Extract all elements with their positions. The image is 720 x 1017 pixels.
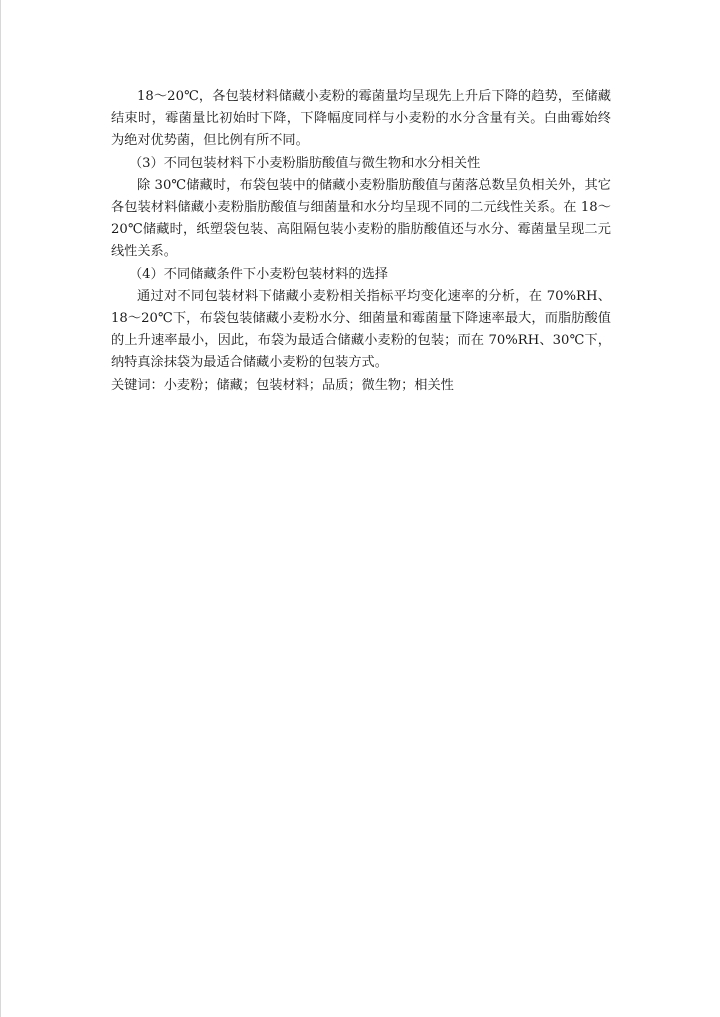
page-left-edge <box>0 0 1 1017</box>
section-heading-3: （3）不同包装材料下小麦粉脂肪酸值与微生物和水分相关性 <box>129 155 481 171</box>
paragraph-packaging-selection: 通过对不同包装材料下储藏小麦粉相关指标平均变化速率的分析，在 70%RH、18～20℃下，布袋包装储藏小麦粉水分、细菌量和霉菌量下降速率最大，而脂肪酸值的上升速率最小，因此，布袋为最适合储藏小麦粉的包装；而在 70%RH、30℃下，纳特真涂抹袋为最适合储藏小麦粉的包装方式。 <box>111 288 611 371</box>
section-heading-4: （4）不同储藏条件下小麦粉包装材料的选择 <box>129 266 388 282</box>
document-body <box>111 86 611 397</box>
paragraph-mold-trend: 18～20℃，各包装材料储藏小麦粉的霉菌量均呈现先上升后下降的趋势，至储藏结束时，霉菌量比初始时下降，下降幅度同样与小麦粉的水分含量有关。白曲霉始终为绝对优势菌，但比例有所不同。 <box>111 89 611 149</box>
keywords-line: 关键词：小麦粉；储藏；包装材料；品质；微生物；相关性 <box>111 377 454 393</box>
paragraph-correlation: 除 30℃储藏时，布袋包装中的储藏小麦粉脂肪酸值与菌落总数呈负相关外，其它各包装材料储藏小麦粉脂肪酸值与细菌量和水分均呈现不同的二元线性关系。在 18～20℃储藏时，纸塑袋包装、高阻隔包装小麦粉的脂肪酸值还与水分、霉菌量呈现二元线性关系。 <box>111 177 611 260</box>
